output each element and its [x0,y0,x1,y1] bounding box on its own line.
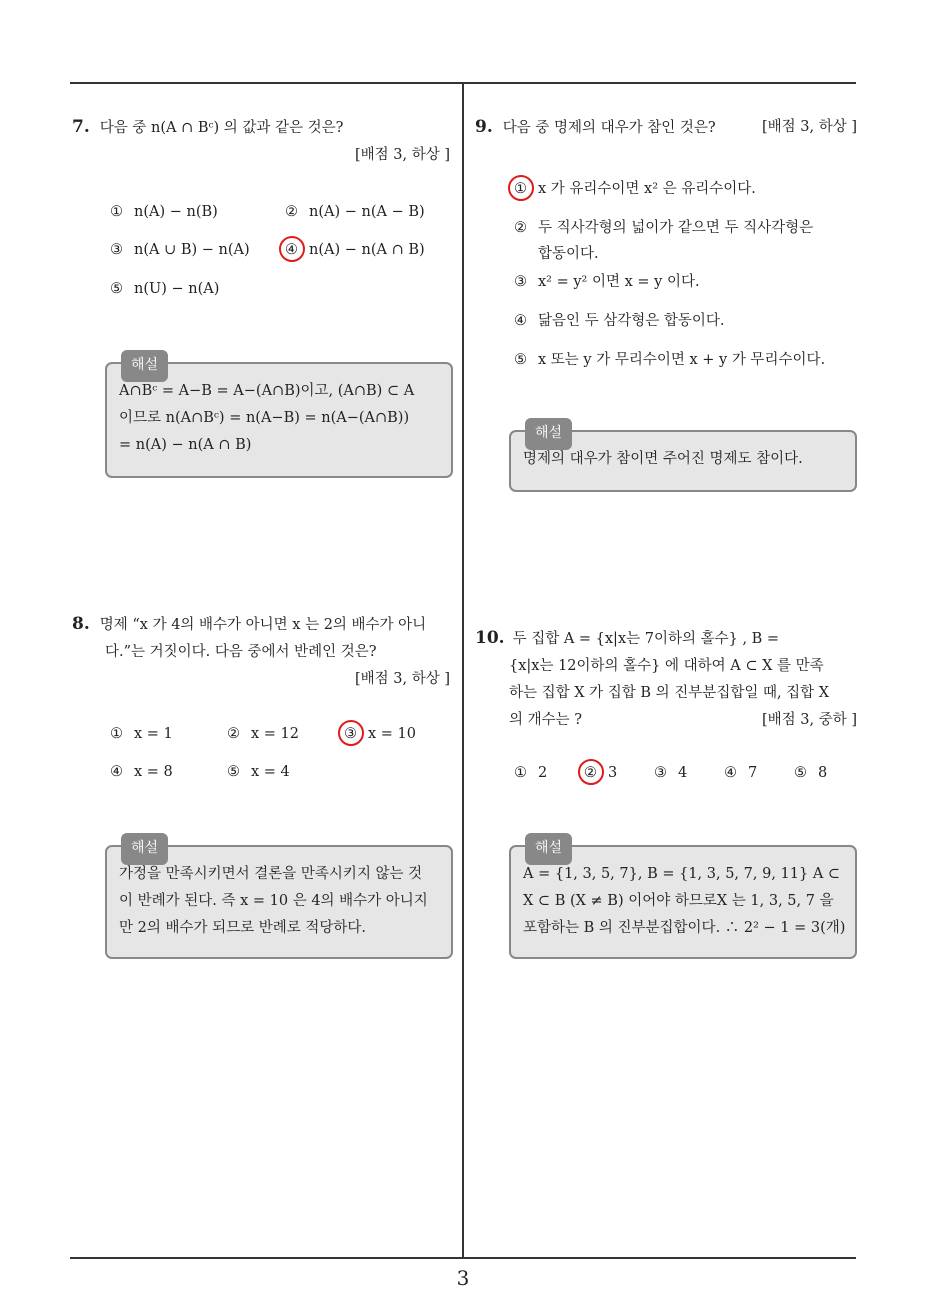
option-number: ④ [724,765,737,781]
option-number: ③ [654,765,667,781]
q7-option-1[interactable] [110,204,218,220]
option-text: x 또는 y 가 무리수이면 x + y 가 무리수이다. [538,352,826,368]
option-number: ④ [110,764,123,780]
question-8 [72,611,450,693]
question-line: 하는 집합 X 가 집합 B 의 진부분집합일 때, 집합 X [509,685,830,701]
q8-option-4[interactable] [110,764,173,780]
option-number-marked: ③ [344,726,368,742]
q9-option-2-continued [538,242,599,263]
question-text: 다음 중 n(A ∩ Bᶜ) 의 값과 같은 것은? [99,120,344,136]
q7-option-5[interactable] [110,281,219,297]
page-number: 3 [456,1266,470,1290]
column-divider [462,83,464,1258]
explanation-tag: 해설 [121,350,168,382]
option-number-marked: ② [584,765,608,781]
q10-option-2[interactable] [584,765,617,781]
explanation-line: X ⊂ B (X ≠ B) 이어야 하므로X 는 1, 3, 5, 7 을 [523,893,834,909]
q9-option-1[interactable] [514,177,756,198]
option-number: ① [110,726,123,742]
option-text: 8 [818,765,828,781]
option-number-marked: ④ [285,242,309,258]
q8-option-2[interactable] [227,726,299,742]
question-points: [배점 3, 하상 ] [354,671,450,687]
q10-option-5[interactable] [794,765,827,781]
q10-option-3[interactable] [654,765,687,781]
q7-option-3[interactable] [110,242,250,258]
q7-option-2[interactable] [285,204,425,220]
question-number: 10. [475,628,505,648]
q10-explanation-box [509,840,857,959]
explanation-line: = n(A) − n(A ∩ B) [119,437,252,453]
option-text: n(A) − n(B) [134,204,218,220]
option-text: 3 [608,765,618,781]
explanation-line: 이므로 n(A∩Bᶜ) = n(A−B) = n(A−(A∩B)) [119,410,410,426]
q9-option-2[interactable] [514,216,813,237]
question-number: 8. [72,614,90,634]
question-line: {x|x는 12이하의 홀수} 에 대하여 A ⊂ X 를 만족 [509,658,824,674]
question-line: 두 집합 A = {x|x는 7이하의 홀수} , B = [512,631,780,647]
question-points: [배점 3, 중하 ] [761,712,857,728]
option-text: n(A) − n(A ∩ B) [309,242,425,258]
option-number: ③ [514,274,527,290]
option-number-marked: ① [514,181,538,197]
option-text: n(A) − n(A − B) [309,204,425,220]
question-10 [475,625,857,734]
option-text: n(U) − n(A) [134,281,220,297]
explanation-tag: 해설 [525,418,572,450]
question-number: 7. [72,117,90,137]
option-text: 두 직사각형의 넓이가 같으면 두 직사각형은 [538,220,814,236]
option-number: ② [285,204,298,220]
explanation-tag: 해설 [525,833,572,865]
option-number: ⑤ [514,352,527,368]
explanation-line: A = {1, 3, 5, 7}, B = {1, 3, 5, 7, 9, 11} A ⊂ [523,866,841,882]
option-text: n(A ∪ B) − n(A) [134,242,250,258]
option-number: ① [514,765,527,781]
explanation-line: 명제의 대우가 참이면 주어진 명제도 참이다. [523,451,803,467]
option-text: 2 [538,765,548,781]
explanation-line: 가정을 만족시키면서 결론을 만족시키지 않는 것 [119,866,423,882]
option-number: ⑤ [794,765,807,781]
q9-option-3[interactable] [514,270,700,291]
q7-explanation-box [105,357,453,478]
q8-option-3[interactable] [344,726,416,742]
option-text: 합동이다. [538,246,599,262]
option-text: x² = y² 이면 x = y 이다. [538,274,700,290]
option-text: x 가 유리수이면 x² 은 유리수이다. [538,181,756,197]
option-text: x = 4 [251,764,290,780]
question-line: 명제 “x 가 4의 배수가 아니면 x 는 2의 배수가 아니 [99,617,427,633]
option-number: ② [227,726,240,742]
q8-explanation-box [105,840,453,959]
option-number: ① [110,204,123,220]
option-text: x = 8 [134,764,173,780]
q9-explanation-box [509,425,857,492]
question-7 [72,114,450,169]
option-number: ⑤ [110,281,123,297]
option-number: ⑤ [227,764,240,780]
question-text: 다음 중 명제의 대우가 참인 것은? [502,120,716,136]
explanation-line: 만 2의 배수가 되므로 반례로 적당하다. [119,920,366,936]
option-text: x = 12 [251,726,299,742]
explanation-line: 이 반례가 된다. 즉 x = 10 은 4의 배수가 아니지 [119,893,428,909]
option-number: ④ [514,313,527,329]
option-number: ③ [110,242,123,258]
option-text: 4 [678,765,688,781]
q10-option-1[interactable] [514,765,547,781]
question-points: [배점 3, 하상 ] [354,147,450,163]
q7-option-4[interactable] [285,242,425,258]
option-text: x = 10 [368,726,416,742]
question-line: 의 개수는 ? [509,712,583,728]
question-9 [475,114,857,142]
option-text: x = 1 [134,726,173,742]
explanation-line: A∩Bᶜ = A−B = A−(A∩B)이고, (A∩B) ⊂ A [119,383,415,399]
q9-option-4[interactable] [514,309,725,330]
q8-option-1[interactable] [110,726,173,742]
question-line: 다.”는 거짓이다. 다음 중에서 반례인 것은? [105,644,377,660]
explanation-line: 포함하는 B 의 진부분집합이다. ∴ 2² − 1 = 3(개) [523,920,846,936]
question-points: [배점 3, 하상 ] [761,119,857,135]
option-text: 7 [748,765,758,781]
q9-option-5[interactable] [514,348,825,369]
bottom-rule [70,1257,856,1259]
option-text: 닮음인 두 삼각형은 합동이다. [538,313,725,329]
question-number: 9. [475,117,493,137]
explanation-tag: 해설 [121,833,168,865]
q8-option-5[interactable] [227,764,290,780]
q10-option-4[interactable] [724,765,757,781]
option-number: ② [514,220,527,236]
